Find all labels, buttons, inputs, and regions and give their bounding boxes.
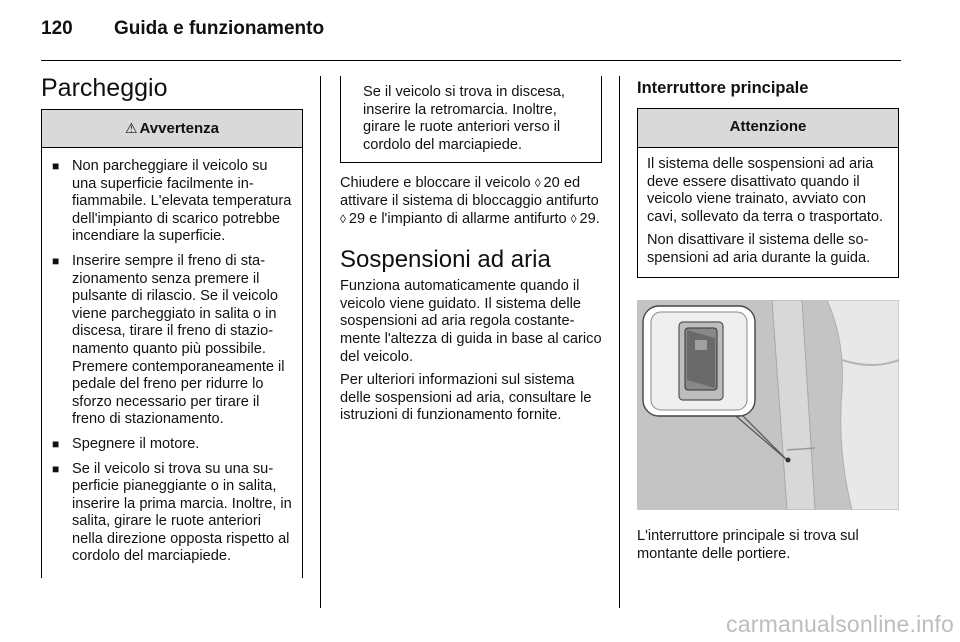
- warning-box-body: [42, 148, 302, 570]
- watermark: carmanualsonline.info: [726, 611, 954, 637]
- figure-caption: L'interruttore principale si trova sul montante delle portiere.: [637, 528, 859, 562]
- caution-box-body: [638, 148, 898, 277]
- list-item: ■ Inserire sempre il freno di stazionamento senza premere il pulsante di rilascio. Se il veicolo viene parcheggiato in salita o in discesa, tirare il freno di stazionamento quanto più possibile. Premere contemporaneamente il pedale del freno per ridurre lo sforzo necessario per tirare il freno di stazionamento.: [52, 252, 285, 428]
- paragraph-air-suspension-1: Funziona automaticamente quando il veicolo viene guidato. Il sistema delle sospensioni ad aria regola costantemente l'altezza di guida in base al carico del veicolo.: [340, 278, 602, 365]
- column-divider-right: [619, 76, 620, 608]
- caution-box: [637, 108, 899, 278]
- list-item: ■ Non parcheggiare il veicolo su una superficie facilmente infiammabile. L'elevata temperatura dell'impianto di scarico potrebbe incendiare la superficie.: [52, 158, 292, 245]
- bullet-icon: ■: [52, 159, 60, 173]
- section-heading-parcheggio: Parcheggio: [41, 74, 168, 102]
- door-pillar-switch-drawing: [637, 300, 899, 510]
- list-item: ■ Spegnere il motore.: [52, 435, 200, 452]
- column-divider-left: [320, 76, 321, 608]
- bullet-icon: ■: [52, 436, 60, 451]
- main-switch-illustration: [637, 300, 899, 510]
- page-header: [41, 18, 324, 40]
- section-heading-air-suspension: Sospensioni ad aria: [340, 246, 551, 274]
- bullet-icon: ■: [52, 253, 60, 268]
- left-column: [41, 74, 303, 578]
- caution-box-title: Attenzione: [638, 109, 898, 148]
- warning-triangle-icon: ⚠: [124, 120, 138, 136]
- caution-paragraph-2: Non disattivare il sistema delle sospensioni ad aria durante la guida.: [647, 232, 871, 266]
- header-rule: [41, 60, 901, 61]
- caution-paragraph-1: Il sistema delle sospensioni ad aria deve essere disattivato quando il veicolo viene trainato, avviato con cavi, sollevato da terra o trasportato.: [647, 156, 884, 225]
- page-ref: 29: [579, 210, 596, 227]
- bullet-icon: ■: [52, 461, 60, 476]
- page-ref-arrow-icon: ◊: [340, 211, 346, 226]
- middle-column: [340, 76, 602, 431]
- right-column: [637, 78, 899, 278]
- page-number: 120: [41, 18, 73, 39]
- paragraph-air-suspension-2: Per ulteriori informazioni sul sistema delle sospensioni ad aria, consultare le istruzioni di funzionamento fornite.: [340, 372, 592, 424]
- warning-box: [41, 109, 303, 570]
- warning-list: [50, 158, 294, 566]
- warning-box-continued: Se il veicolo si trova in discesa, inserire la retromarcia. Inoltre, girare le ruote anteriori verso il cordolo del marciapiede.: [340, 76, 602, 163]
- warning-box-side-borders: [41, 570, 303, 578]
- list-item: ■ Se il veicolo si trova su una superficie pianeggiante o in salita, inserire la prima marcia. Inoltre, in salita, girare le ruote anteriori nella direzione opposta rispetto al cordolo del marciapiede.: [52, 460, 292, 565]
- page-ref-arrow-icon: ◊: [534, 176, 541, 191]
- page-ref: 29: [348, 210, 366, 227]
- chapter-title: Guida e funzionamento: [114, 18, 325, 39]
- warning-box-title: ⚠ Avvertenza: [42, 110, 302, 148]
- page-ref-arrow-icon: ◊: [570, 211, 577, 226]
- section-heading-main-switch: Interruttore principale: [637, 79, 809, 97]
- page-ref: 20: [543, 175, 560, 192]
- paragraph-lock-vehicle: Chiudere e bloccare il veicolo ◊ 20 ed attivare il sistema di bloccaggio antifurto ◊ 29 e l'impianto di allarme antifurto ◊ 29.: [340, 175, 600, 227]
